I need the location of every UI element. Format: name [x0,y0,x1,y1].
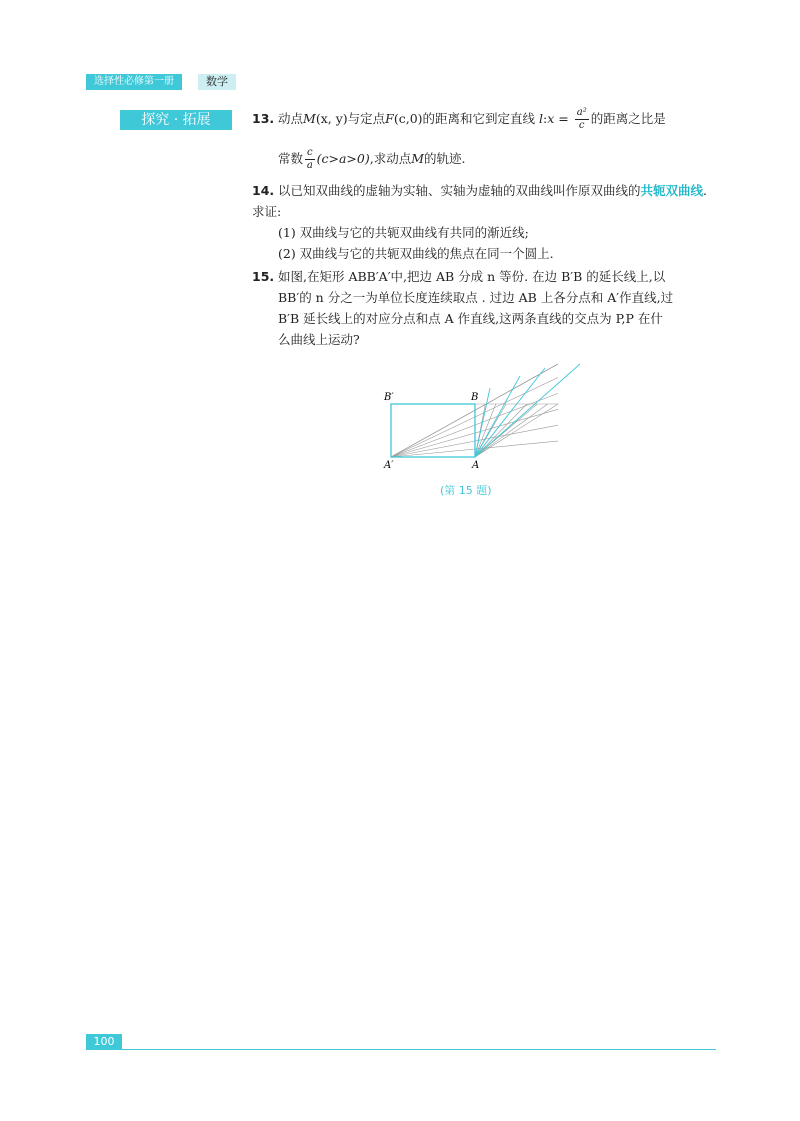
label-b-prime: B′ [384,392,394,403]
fraction-numerator: c [307,147,313,158]
cyan-line [475,364,580,457]
math-expr: (x, y) [315,111,348,126]
fraction-denominator: c [578,120,585,131]
math-var: M [303,111,316,126]
gray-line [475,404,558,457]
problem-text: : [543,111,548,126]
problem-text: 常数 [278,151,304,166]
problem-13 [252,106,722,172]
problem-text: 以已知双曲线的虚轴为实轴、实轴为虚轴的双曲线叫作原双曲线的 [278,183,641,198]
math-expr: (c,0) [393,111,423,126]
fraction-denominator: a [306,160,313,171]
problem-number: 14. [252,183,275,198]
problem-text: BB′的 n 分之一为单位长度连续取点 . 过边 AB 上各分点和 A′作直线,过 [278,290,674,305]
fraction-c-over-a [305,147,315,172]
problem-number: 13. [252,111,275,126]
problem-text: 的轨迹. [424,151,466,166]
cyan-line [475,376,520,457]
problem-text: 动点 [278,111,304,126]
math-expr: (c>a>0) [316,151,370,166]
math-expr: = [554,111,573,126]
figure-caption: (第 15 题) [440,484,492,497]
footer-rule [86,1049,716,1050]
fraction-a2-over-c [575,107,589,132]
cyan-line [475,368,545,457]
fraction-numerator: a² [576,107,587,118]
problem-text: 与定点 [347,111,386,126]
problem-15 [252,266,722,350]
page-number: 100 [86,1034,122,1049]
problem-text: 的距离之比是 [590,111,666,126]
problem-text: 的距离和它到定直线 [422,111,536,126]
problem-14 [252,180,722,264]
problem-number: 15. [252,269,275,284]
rectangle-diagram [380,362,580,472]
math-var: l [539,111,544,126]
figure-15 [380,362,580,472]
book-title-tag: 选择性必修第一册 [86,74,182,90]
cyan-construction-lines [475,364,580,457]
problem-text: 如图,在矩形 ABB′A′中,把边 AB 分成 n 等份. 在边 B′B 的延长线上,以 [278,269,666,284]
subject-tag: 数学 [198,74,236,90]
section-title: 探究 · 拓展 [120,110,232,130]
highlighted-term: 共轭双曲线 [640,183,704,198]
sub-question-2: (2) 双曲线与它的共轭双曲线的焦点在同一个圆上. [278,246,554,261]
label-b: B [471,392,479,403]
problem-text: ,求动点 [369,151,412,166]
label-a-prime: A′ [384,460,394,471]
sub-question-1: (1) 双曲线与它的共轭双曲线有共同的渐近线; [278,225,529,240]
label-a: A [472,460,480,471]
problem-text: B′B 延长线上的对应分点和点 A 作直线,这两条直线的交点为 P,P 在什 [278,311,663,326]
math-var: F [385,111,394,126]
problem-text: 么曲线上运动? [278,332,360,347]
problem-text: . 求证: [252,183,708,219]
math-var: M [411,151,425,166]
math-var: x [547,111,555,126]
